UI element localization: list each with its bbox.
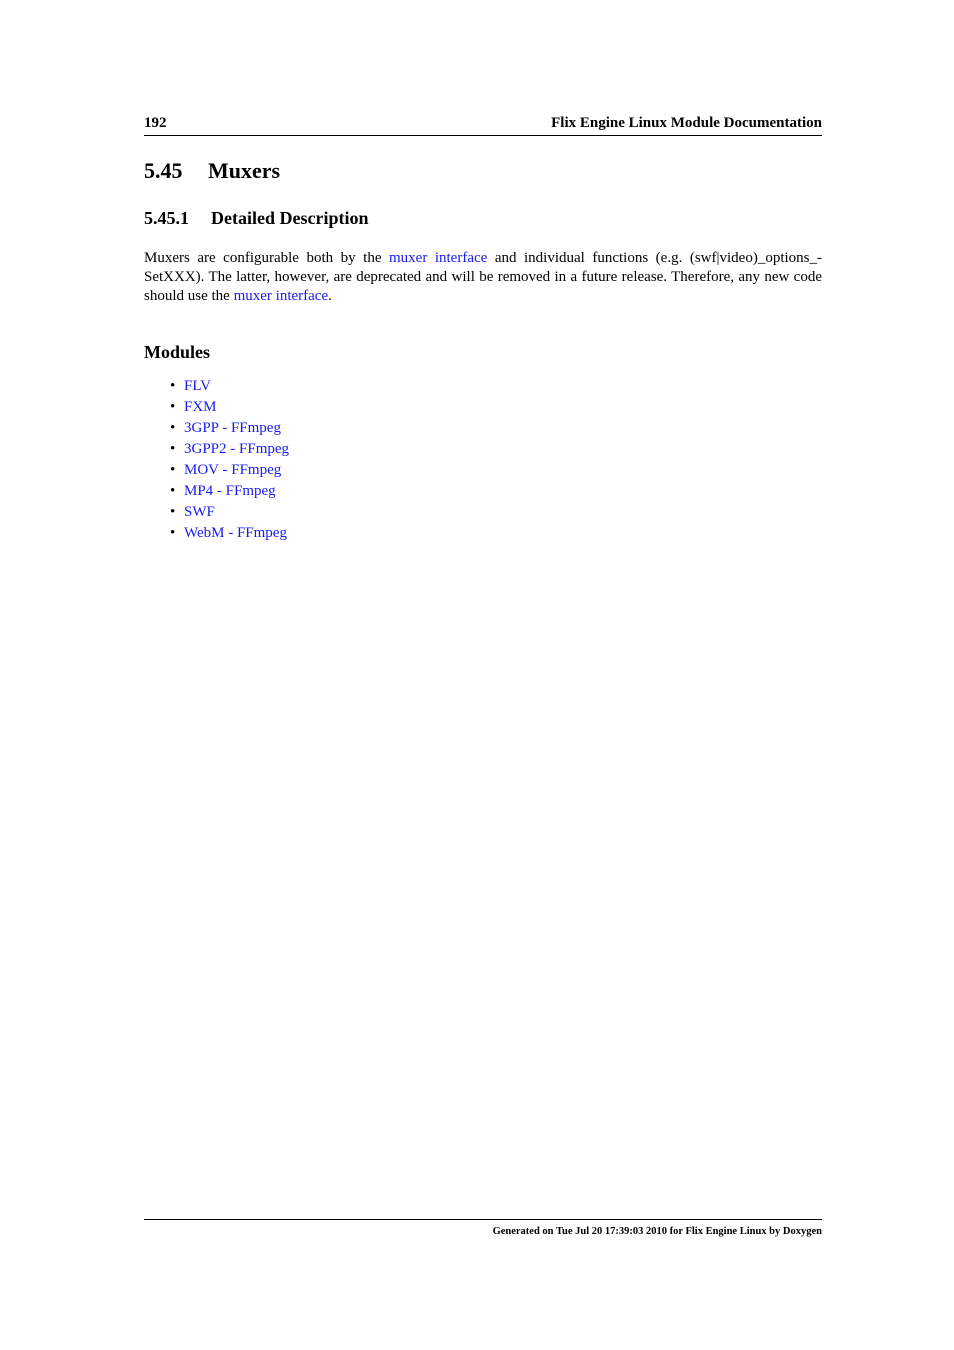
module-link-3gpp[interactable]: 3GPP - FFmpeg bbox=[184, 420, 281, 436]
footer-text: Generated on Tue Jul 20 17:39:03 2010 for Flix Engine Linux by Doxygen bbox=[492, 1226, 822, 1237]
list-item bbox=[144, 397, 822, 418]
subsection-title: Detailed Description bbox=[211, 208, 369, 228]
description-paragraph bbox=[144, 249, 822, 306]
description-text-2: and individual functions (e.g. (swf|video)_options_-SetXXX). The latter, however, are deprecated and will be removed in a future release. Therefore, any new code should use the bbox=[144, 250, 822, 304]
description-text-1: Muxers are configurable both by the bbox=[144, 250, 390, 266]
section-number: 5.45 bbox=[144, 158, 183, 183]
bullet-icon: • bbox=[170, 462, 176, 478]
module-link-mp4[interactable]: MP4 - FFmpeg bbox=[184, 483, 276, 499]
module-link-3gpp2[interactable]: 3GPP2 - FFmpeg bbox=[184, 441, 290, 457]
list-item bbox=[144, 418, 822, 439]
document-title: Flix Engine Linux Module Documentation bbox=[551, 115, 822, 131]
subsection-number: 5.45.1 bbox=[144, 208, 189, 228]
modules-heading: Modules bbox=[144, 342, 211, 362]
module-link-flv[interactable]: FLV bbox=[184, 378, 211, 394]
list-item bbox=[144, 481, 822, 502]
module-link-fxm[interactable]: FXM bbox=[184, 399, 217, 415]
muxer-interface-link-1[interactable]: muxer interface bbox=[389, 250, 488, 266]
page-number: 192 bbox=[144, 115, 167, 131]
list-item bbox=[144, 376, 822, 397]
module-link-swf[interactable]: SWF bbox=[184, 504, 215, 520]
list-item bbox=[144, 502, 822, 523]
bullet-icon: • bbox=[170, 525, 176, 541]
muxer-interface-link-2[interactable]: muxer interface bbox=[233, 288, 329, 304]
main-content bbox=[144, 156, 822, 544]
bullet-icon: • bbox=[170, 378, 176, 394]
list-item bbox=[144, 439, 822, 460]
list-item bbox=[144, 523, 822, 544]
description-text-3: . bbox=[328, 288, 332, 304]
running-footer bbox=[144, 1219, 822, 1239]
bullet-icon: • bbox=[170, 483, 176, 499]
subsection-heading bbox=[144, 205, 822, 231]
list-item bbox=[144, 460, 822, 481]
module-link-webm[interactable]: WebM - FFmpeg bbox=[184, 525, 287, 541]
bullet-icon: • bbox=[170, 504, 176, 520]
bullet-icon: • bbox=[170, 441, 176, 457]
module-link-mov[interactable]: MOV - FFmpeg bbox=[184, 462, 282, 478]
modules-list bbox=[144, 376, 822, 544]
section-title: Muxers bbox=[208, 158, 281, 183]
running-header bbox=[144, 114, 822, 136]
bullet-icon: • bbox=[170, 399, 176, 415]
bullet-icon: • bbox=[170, 420, 176, 436]
section-heading bbox=[144, 156, 822, 186]
